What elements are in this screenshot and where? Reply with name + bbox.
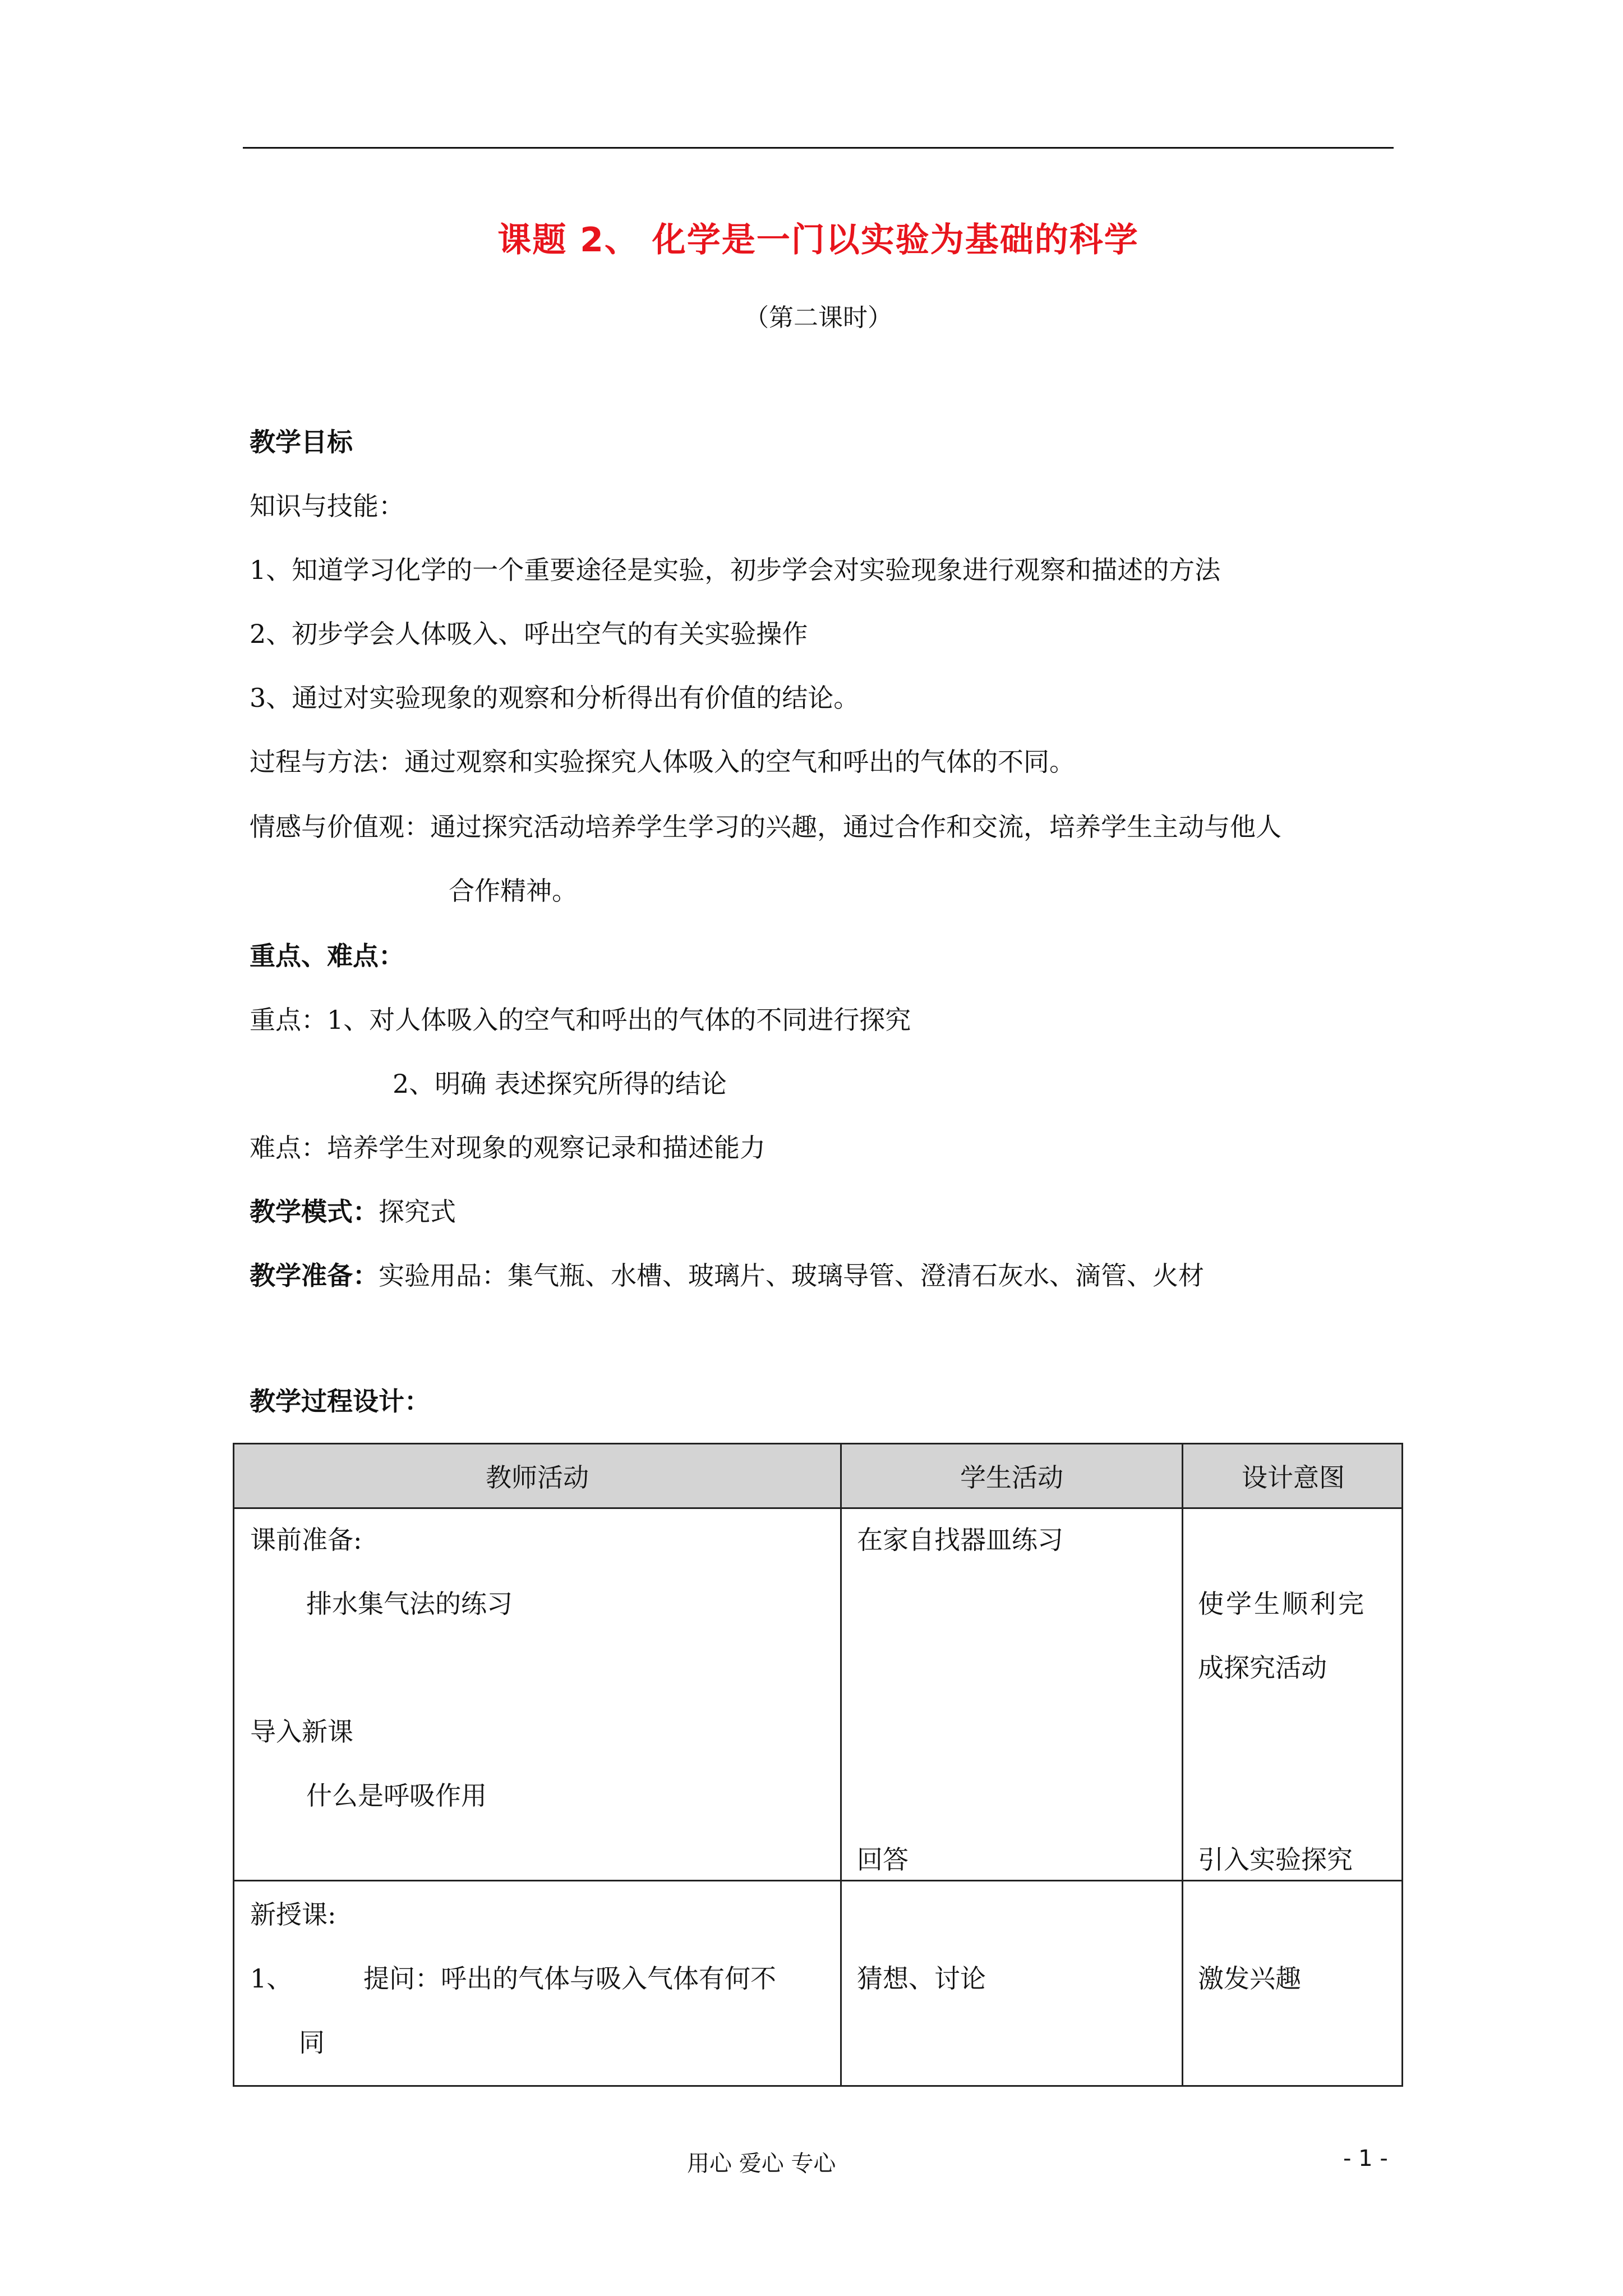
row1-teacher-line-2: 排水集气法的练习 (306, 1589, 513, 1619)
row2-student-line-1: 猜想、讨论 (857, 1963, 986, 1994)
row2-teacher-line-1: 新授课: (250, 1899, 336, 1930)
goal-item-3: 3、通过对实验现象的观察和分析得出有价值的结论。 (250, 683, 860, 713)
goals-heading: 教学目标 (250, 427, 353, 457)
page-number: - 1 - (1343, 2146, 1388, 2171)
footer-motto: 用心 爱心 专心 (687, 2151, 836, 2177)
row1-student-line-1: 在家自找器皿练习 (857, 1525, 1063, 1555)
row1-student-line-2: 回答 (857, 1844, 909, 1875)
row2-intent-line-1: 激发兴趣 (1198, 1963, 1301, 1994)
teaching-mode-value: 探究式 (379, 1197, 456, 1227)
row1-teacher-line-3: 导入新课 (250, 1717, 353, 1747)
row1-intent-line-2: 成探究活动 (1198, 1653, 1327, 1683)
teaching-mode-label: 教学模式： (250, 1197, 379, 1227)
design-heading: 教学过程设计： (250, 1386, 430, 1416)
key-point-1: 重点：1、对人体吸入的空气和呼出的气体的不同进行探究 (250, 1005, 911, 1035)
column-divider (840, 1444, 842, 2085)
column-divider (1182, 1444, 1183, 2085)
row1-intent-line-3: 引入实验探究 (1198, 1844, 1353, 1875)
table-header (234, 1444, 1401, 1509)
row2-teacher-line-2: 1、 (250, 1963, 293, 1994)
process-method: 过程与方法：通过观察和实验探究人体吸入的空气和呼出的气体的不同。 (250, 747, 1075, 777)
key-points-heading: 重点、难点： (250, 941, 404, 971)
goal-item-2: 2、初步学会人体吸入、呼出空气的有关实验操作 (250, 619, 808, 649)
process-table (233, 1443, 1403, 2087)
row1-teacher-line-4: 什么是呼吸作用 (306, 1780, 487, 1811)
header-intent: 设计意图 (1242, 1462, 1345, 1493)
knowledge-label: 知识与技能： (250, 491, 404, 521)
row2-teacher-line-4: 同 (299, 2027, 325, 2058)
teaching-mode (250, 1195, 456, 1228)
header-teacher: 教师活动 (486, 1462, 589, 1493)
emotion-line-1: 情感与价值观：通过探究活动培养学生学习的兴趣，通过合作和交流，培养学生主动与他人 (250, 812, 1281, 842)
header-student: 学生活动 (960, 1462, 1063, 1493)
row2-teacher-line-3: 提问：呼出的气体与吸入气体有何不 (363, 1963, 776, 1994)
preparation-value: 实验用品：集气瓶、水槽、玻璃片、玻璃导管、澄清石灰水、滴管、火材 (379, 1260, 1204, 1291)
difficulty: 难点：培养学生对现象的观察记录和描述能力 (250, 1133, 766, 1163)
header-rule (243, 147, 1394, 149)
key-point-2: 2、明确 表述探究所得的结论 (393, 1069, 727, 1099)
row1-intent-line-1: 使学生顺利完 (1198, 1589, 1366, 1619)
page-subtitle: （第二课时） (744, 303, 892, 332)
goal-item-1: 1、知道学习化学的一个重要途径是实验，初步学会对实验现象进行观察和描述的方法 (250, 555, 1221, 585)
row1-teacher-line-1: 课前准备: (250, 1525, 362, 1555)
row-divider (234, 1880, 1401, 1881)
emotion-line-2: 合作精神。 (449, 876, 578, 906)
preparation-label: 教学准备： (250, 1260, 379, 1291)
teaching-preparation (250, 1259, 1204, 1292)
page-title: 课题 2、 化学是一门以实验为基础的科学 (497, 220, 1139, 260)
